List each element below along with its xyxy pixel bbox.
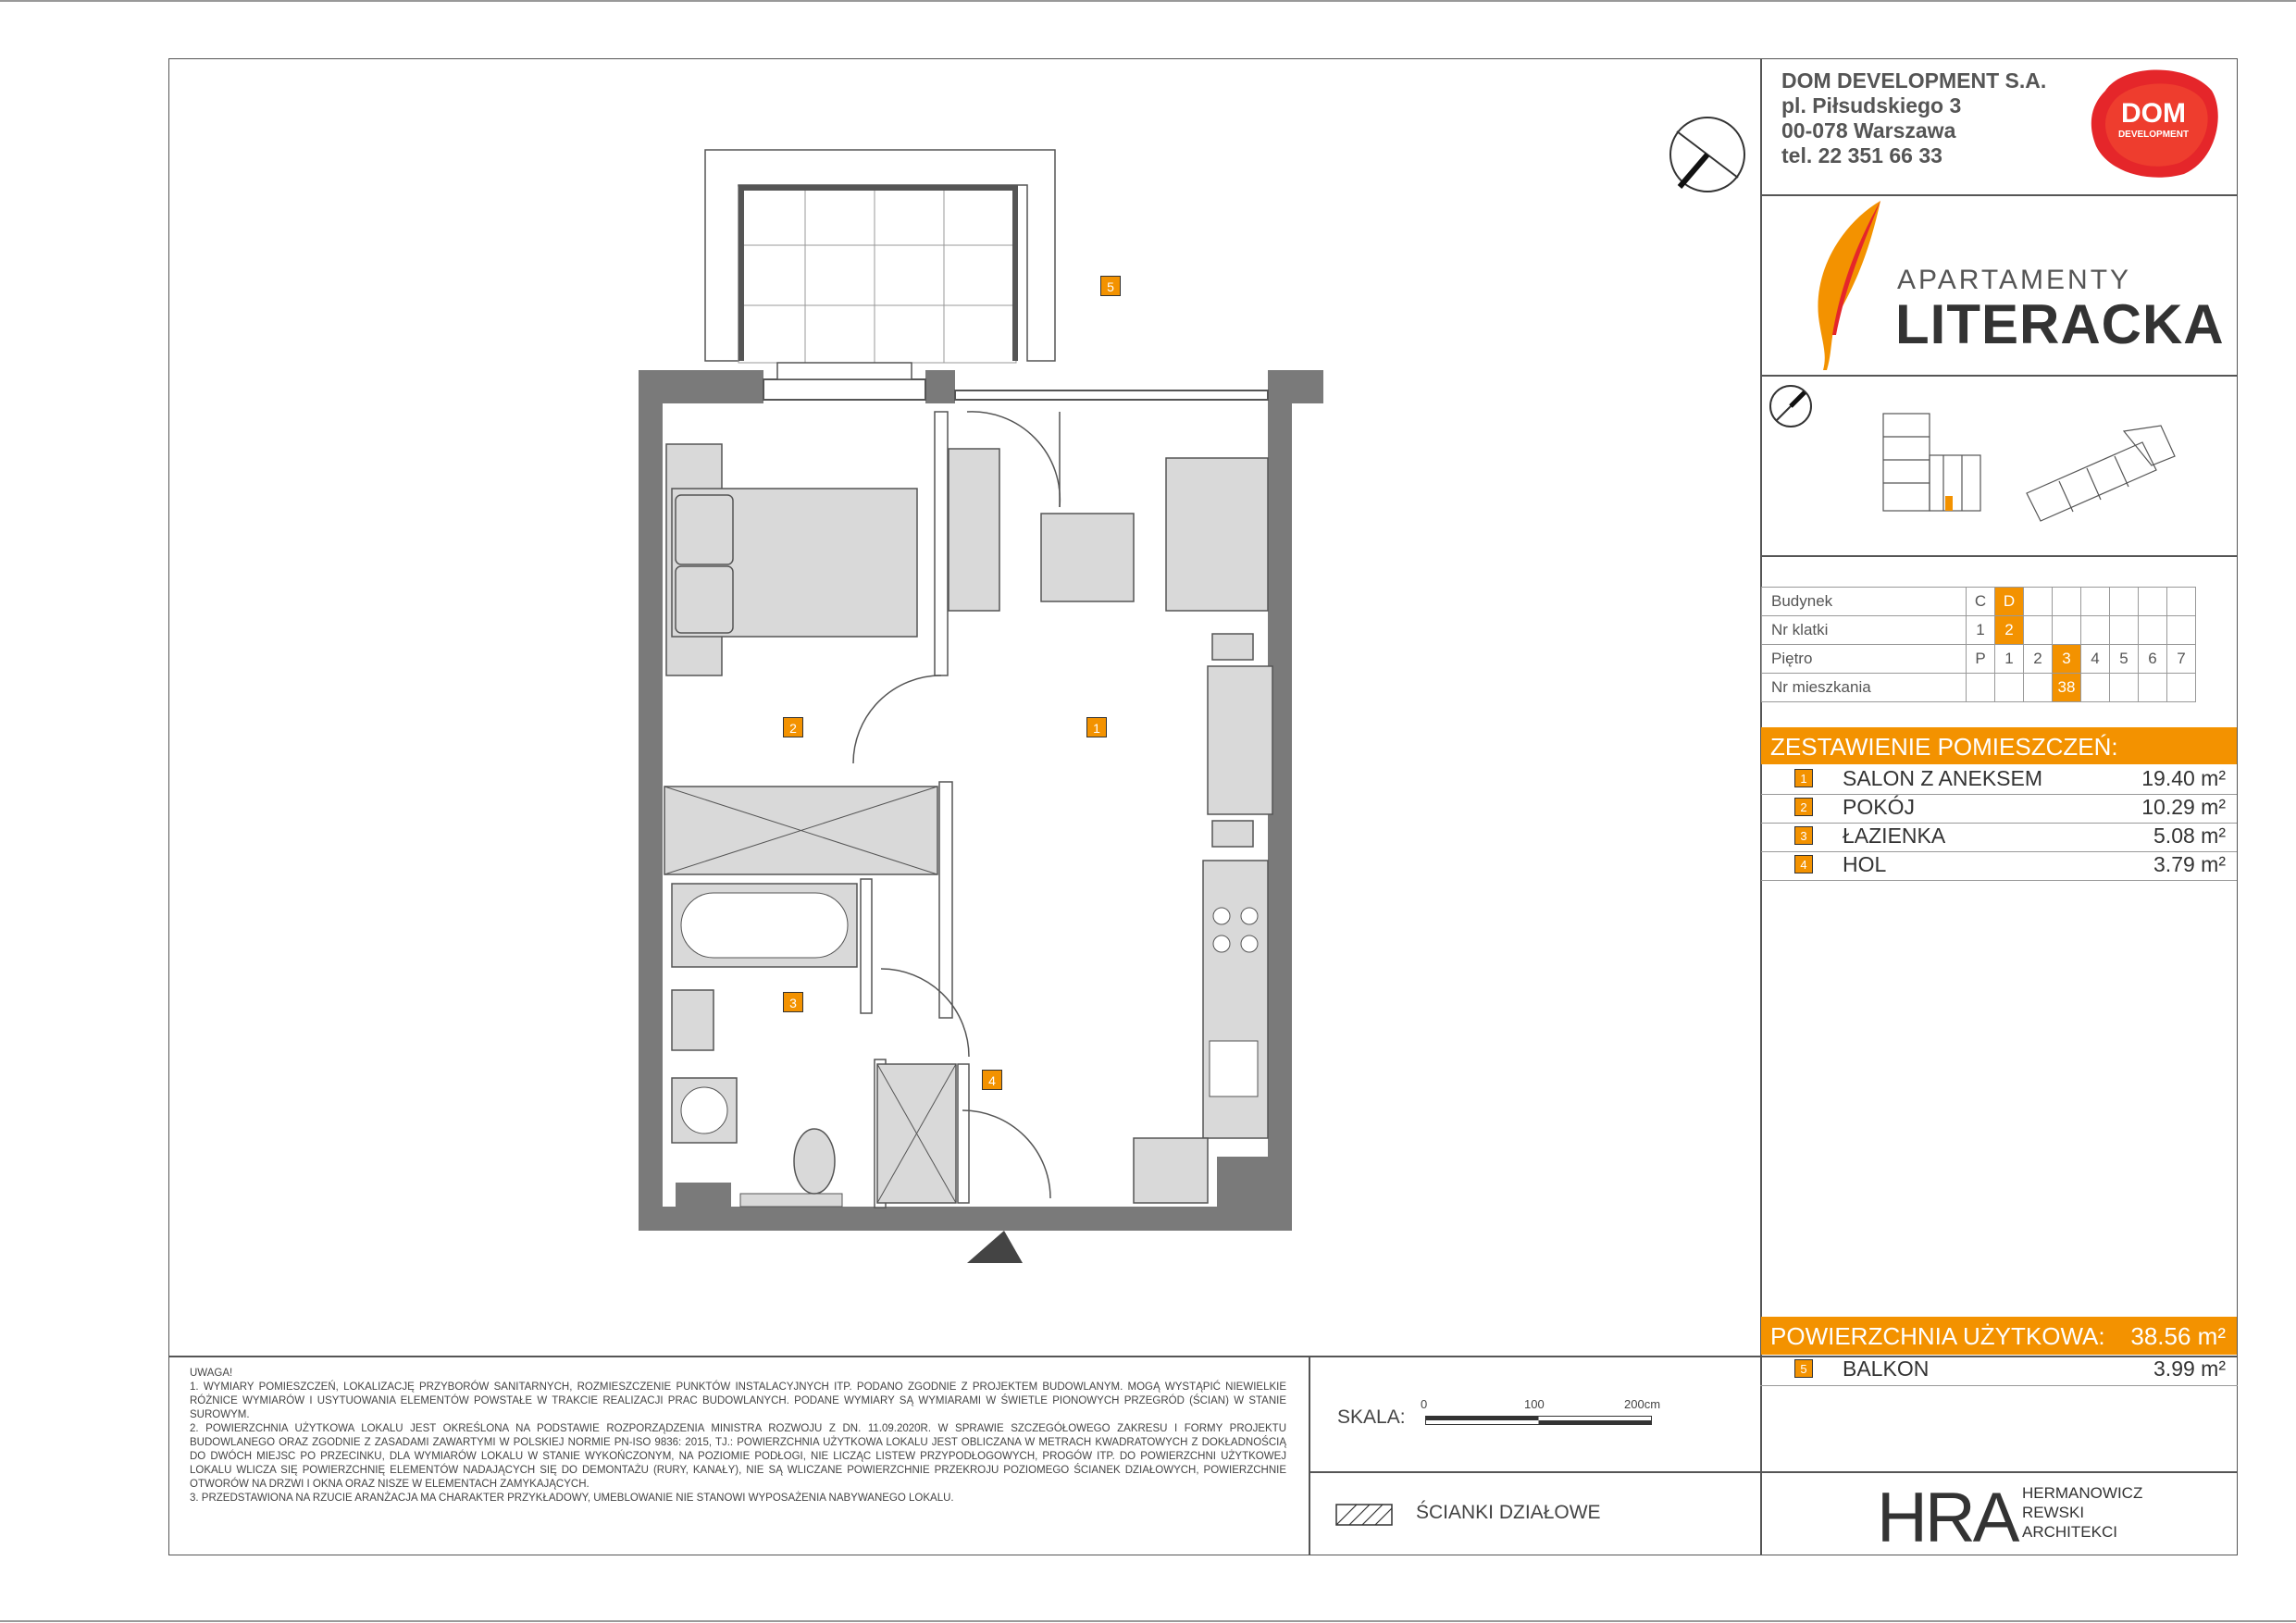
building-table-cell <box>2167 674 2196 702</box>
architect-logo: HRA <box>1877 1479 2017 1557</box>
divider <box>1760 375 2238 377</box>
building-table-label: Budynek <box>1762 588 1967 616</box>
usable-area-label: POWIERZCHNIA UŻYTKOWA: <box>1770 1322 2105 1350</box>
building-table-cell: 1 <box>1967 616 1995 645</box>
building-table-cell: 3 <box>2053 645 2081 674</box>
architect-line3: ARCHITEKCI <box>2022 1523 2117 1541</box>
project-line1: APARTAMENTY <box>1897 265 2132 295</box>
room-area: 5.08 m² <box>2153 824 2226 848</box>
divider <box>1309 1356 1310 1555</box>
balcony-area: 3.99 m² <box>2153 1357 2226 1381</box>
dom-development-logo <box>2087 63 2221 181</box>
scale-tick-0: 0 <box>1421 1397 1428 1411</box>
bottom-rule <box>0 1620 2296 1622</box>
rooms-header <box>1761 727 2237 764</box>
building-table-cell <box>2081 588 2110 616</box>
building-table-cell: 38 <box>2053 674 2081 702</box>
keyplan-compass-icon <box>1768 383 1814 429</box>
plan-tag-room: 2 <box>783 717 803 737</box>
company-phone: tel. 22 351 66 33 <box>1781 143 1942 167</box>
floor-plan <box>639 148 1351 1268</box>
building-table-cell <box>2167 616 2196 645</box>
feather-icon <box>1805 196 1888 372</box>
company-street: pl. Piłsudskiego 3 <box>1781 93 1962 118</box>
room-area: 3.79 m² <box>2153 852 2226 876</box>
room-name: POKÓJ <box>1843 795 1915 819</box>
keyplan-site-icon <box>2022 424 2179 526</box>
top-rule <box>0 0 2296 2</box>
room-area: 10.29 m² <box>2141 795 2226 819</box>
plan-tag-living: 1 <box>1086 717 1107 737</box>
building-table-cell <box>2081 674 2110 702</box>
building-table-cell <box>2024 674 2053 702</box>
rooms-header-text: ZESTAWIENIE POMIESZCZEŃ: <box>1770 733 2118 761</box>
building-table-cell <box>2053 588 2081 616</box>
room-num: 4 <box>1794 855 1813 873</box>
divider <box>1760 555 2238 557</box>
building-table-cell <box>2081 616 2110 645</box>
room-num: 1 <box>1794 769 1813 787</box>
room-num: 3 <box>1794 826 1813 845</box>
building-table-row <box>1762 616 2196 645</box>
balcony <box>705 150 1055 361</box>
room-row <box>1761 851 2237 881</box>
room-num: 2 <box>1794 798 1813 816</box>
architect-line1: HERMANOWICZ <box>2022 1484 2143 1502</box>
building-table-cell: P <box>1967 645 1995 674</box>
keyplan-floor-icon <box>1879 409 1985 520</box>
building-table-cell: C <box>1967 588 1995 616</box>
building-table-cell: 1 <box>1995 645 2024 674</box>
logo-text: DOM <box>2121 98 2186 129</box>
legend-partition-label: ŚCIANKI DZIAŁOWE <box>1416 1502 1601 1523</box>
building-table-cell: 2 <box>2024 645 2053 674</box>
room-row <box>1761 823 2237 852</box>
building-table-cell <box>1967 674 1995 702</box>
room-row <box>1761 765 2237 795</box>
scale-bar <box>1425 1413 1652 1422</box>
building-table-cell <box>2167 588 2196 616</box>
plan-tag-hall: 4 <box>982 1070 1002 1090</box>
plan-tag-bathroom: 3 <box>783 992 803 1012</box>
room-name: SALON Z ANEKSEM <box>1843 766 2043 790</box>
room-name: HOL <box>1843 852 1887 876</box>
room-name: ŁAZIENKA <box>1843 824 1946 848</box>
building-table-label: Nr klatki <box>1762 616 1967 645</box>
building-table-row <box>1762 588 2196 616</box>
architect-line2: REWSKI <box>2022 1504 2085 1521</box>
building-table-cell <box>1995 674 2024 702</box>
divider <box>1760 1471 2238 1473</box>
note-item: 3. PRZEDSTAWIONA NA RZUCIE ARANŻACJA MA CHARAKTER PRZYKŁADOWY, UMEBLOWANIE NIE STANOWI WYPOSAŻENIA NABYWANEGO LOKALU. <box>190 1493 954 1504</box>
building-table-cell <box>2110 616 2139 645</box>
north-arrow-icon <box>1666 113 1749 196</box>
building-table <box>1761 587 2196 702</box>
room-area: 19.40 m² <box>2141 766 2226 790</box>
balcony-row <box>1761 1356 2237 1384</box>
building-table-cell: 4 <box>2081 645 2110 674</box>
building-table-cell <box>2139 588 2167 616</box>
balcony-tiles <box>738 187 1016 363</box>
building-table-cell <box>2024 588 2053 616</box>
room-row <box>1761 794 2237 824</box>
balcony-name: BALKON <box>1843 1357 1930 1381</box>
note-item: 2. POWIERZCHNIA UŻYTKOWA LOKALU JEST OKREŚLONA NA PODSTAWIE ROZPORZĄDZENIA MINISTRA ROZWOJU Z DN. 11.09.2020R. W SPRAWIE SZCZEGÓŁOWEGO ZAKRESU I FORMY PROJEKTU BUDOWLANEGO ORAZ ZGODNIE Z ZASADAMI ZAWARTYMI W POLSKIEJ NORMIE PN-ISO 9836: 2015, TJ.: POWIERZCHNIA UŻYTKOWA LOKALU JEST OBLICZANA W METRACH KWADRATOWYCH Z DOKŁADNOŚCIĄ DO DWÓCH MIEJSC PO PRZECINKU, DLA WYMIARÓW LOKALU W STANIE WYKOŃCZONYM, NA POZIOMIE PODŁOGI, NIE LICZĄC LISTEW PRZYPODŁOGOWYCH, PROGÓW ITP. DO POWIERZCHNI UŻYTKOWEJ LOKALU WLICZA SIĘ POWIERZCHNIĘ ELEMENTÓW NADAJĄCYCH SIĘ DO DEMONTAŻU (RURY, KANAŁY), NIE SĄ WLICZANE POWIERZCHNIE PRZEKROJU POZIOMEGO ŚCIANEK DZIAŁOWYCH, POWIERZCHNIE OTWORÓW NA DRZWI I OKNA ORAZ NISZE W ELEMENTACH ZAMYKAJĄCYCH. <box>190 1423 1286 1490</box>
divider <box>1760 1385 2238 1386</box>
notes <box>190 1367 1286 1505</box>
project-line2: LITERACKA <box>1895 293 2225 355</box>
notes-title: UWAGA! <box>190 1368 233 1379</box>
company-name: DOM DEVELOPMENT S.A. <box>1781 68 2047 93</box>
building-table-cell: 7 <box>2167 645 2196 674</box>
balcony-num: 5 <box>1794 1359 1813 1378</box>
company-city: 00-078 Warszawa <box>1781 118 1956 142</box>
building-table-row <box>1762 674 2196 702</box>
note-item: 1. WYMIARY POMIESZCZEŃ, LOKALIZACJĘ PRZYBORÓW SANITARNYCH, ROZMIESZCZENIE PUNKTÓW INSTALACYJNYCH ITP. PODANO ZGODNIE Z PROJEKTEM BUDOWLANYM. MOGĄ WYSTĄPIĆ NIEWIELKIE RÓŻNICE WYMIARÓW I USYTUOWANIA ELEMENTÓW POWSTAŁE W TRAKCIE REALIZACJI PRAC BUDOWLANYCH. PODANE WYMIARY SĄ WYMIARAMI W ŚWIETLE PIONOWYCH PRZEGRÓD (ŚCIAN) W STANIE SUROWYM. <box>190 1381 1286 1420</box>
building-table-cell <box>2110 674 2139 702</box>
logo-subtext: DEVELOPMENT <box>2117 130 2190 140</box>
building-table-cell: 5 <box>2110 645 2139 674</box>
bed <box>666 444 917 675</box>
scale-tick-2: 200cm <box>1624 1397 1661 1411</box>
building-table-label: Nr mieszkania <box>1762 674 1967 702</box>
building-table-cell <box>2110 588 2139 616</box>
building-table-row <box>1762 645 2196 674</box>
scale-label: SKALA: <box>1337 1406 1406 1428</box>
building-table-cell: 2 <box>1995 616 2024 645</box>
building-table-cell <box>2139 616 2167 645</box>
building-table-label: Piętro <box>1762 645 1967 674</box>
building-table-cell: 6 <box>2139 645 2167 674</box>
building-table-cell <box>2053 616 2081 645</box>
scale-tick-1: 100 <box>1524 1397 1545 1411</box>
usable-area-value: 38.56 m² <box>2130 1322 2226 1350</box>
plan-tag-balcony: 5 <box>1100 276 1121 296</box>
usable-area-bar <box>1761 1317 2237 1355</box>
divider <box>1309 1471 1760 1473</box>
building-table-cell <box>2139 674 2167 702</box>
partition-wall-swatch <box>1335 1504 1393 1526</box>
building-table-cell <box>2024 616 2053 645</box>
building-table-cell: D <box>1995 588 2024 616</box>
